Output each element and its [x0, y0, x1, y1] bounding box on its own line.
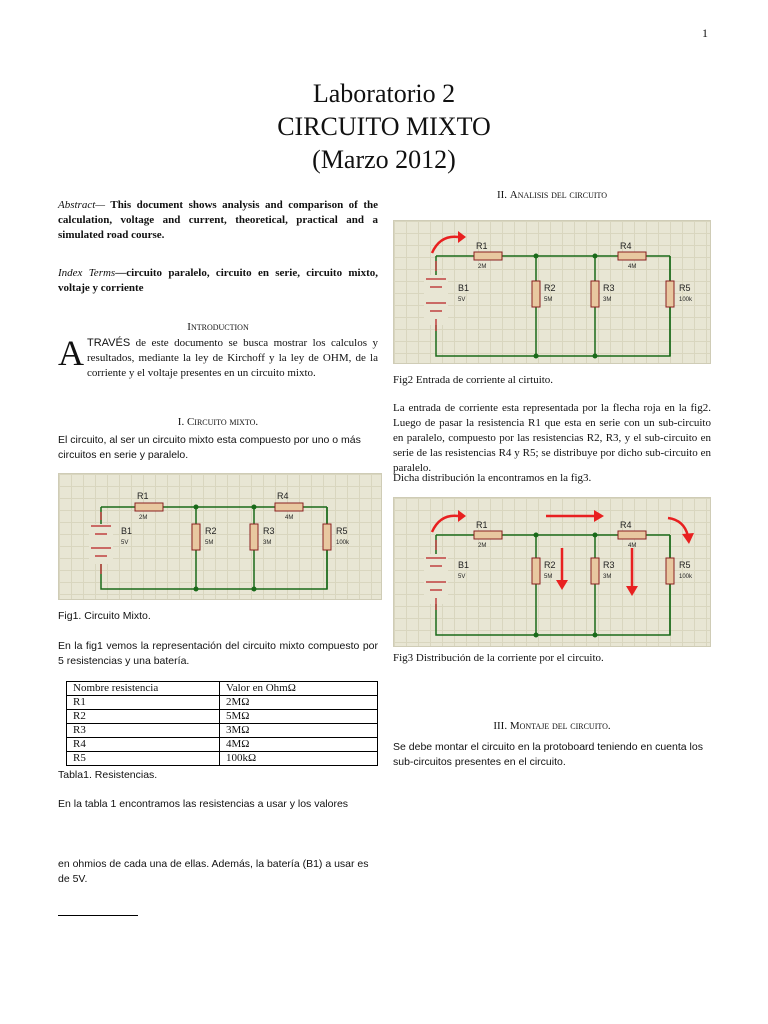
b1-label: B1 — [458, 283, 470, 293]
r4-label: R4 — [277, 491, 289, 501]
fig1-caption: Fig1. Circuito Mixto. — [58, 610, 151, 622]
r3-value: 3M — [263, 540, 272, 546]
r5-arrow — [668, 518, 688, 536]
r5-label: R5 — [679, 283, 691, 293]
r3-resistor — [250, 524, 258, 550]
r1-label: R1 — [137, 491, 149, 501]
section3-heading — [393, 720, 711, 732]
wires — [436, 535, 670, 635]
dropcap: A — [58, 333, 84, 373]
r1-value: 2M — [478, 543, 487, 549]
r4-value: 4M — [628, 543, 637, 549]
r1-resistor — [474, 252, 502, 260]
resistance-table — [66, 681, 378, 766]
table-cell: R1 — [67, 696, 220, 710]
table-row — [67, 696, 378, 710]
title-line-1: Laboratorio 2 — [312, 79, 456, 108]
fig1-schematic — [59, 474, 381, 599]
table-cell: R2 — [67, 710, 220, 724]
r3-resistor — [591, 558, 599, 584]
r2-value: 5M — [544, 574, 553, 580]
r5-resistor — [666, 281, 674, 307]
fig3-circuit — [393, 497, 711, 647]
arrow-head — [458, 231, 466, 243]
table-cell: 2MΩ — [220, 696, 378, 710]
footnote-rule — [58, 915, 138, 916]
r5-value: 100k — [336, 540, 350, 546]
b1-label: B1 — [458, 560, 470, 570]
section2-number: II. — [496, 189, 508, 201]
intro-first-word: TRAVÉS — [87, 337, 131, 349]
r3-label: R3 — [603, 560, 615, 570]
fig2-caption: Fig2 Entrada de corriente al cirtuito. — [393, 374, 554, 386]
r4-label: R4 — [620, 241, 632, 251]
table-row — [67, 738, 378, 752]
section1-number: I. — [177, 416, 185, 428]
fig3-schematic — [394, 498, 710, 646]
section2-title: Analisis del circuito — [509, 189, 608, 201]
r4-label: R4 — [620, 520, 632, 530]
r1-resistor — [135, 503, 163, 511]
table-cell: 4MΩ — [220, 738, 378, 752]
table-row — [67, 710, 378, 724]
introduction-paragraph — [58, 333, 378, 381]
wires — [436, 256, 670, 356]
r3-label: R3 — [263, 526, 275, 536]
r2-resistor — [532, 558, 540, 584]
b1-value: 5V — [458, 574, 466, 580]
section3-text: Se debe montar el circuito en la protoboard teniendo en cuenta los sub-circuitos presentes en el circuito. — [393, 741, 703, 768]
section3-title: Montaje del circuito. — [509, 720, 611, 732]
r2-label: R2 — [544, 283, 556, 293]
index-terms — [58, 266, 378, 296]
introduction-heading: Introduction — [187, 321, 249, 333]
r5-label: R5 — [679, 560, 691, 570]
r5-value: 100k — [679, 297, 693, 303]
section1-text: El circuito, al ser un circuito mixto esta compuesto por uno o más circuitos en serie y paralelo. — [58, 434, 361, 461]
r3-resistor — [591, 281, 599, 307]
fig2-circuit — [393, 220, 711, 364]
abstract-label: Abstract— — [58, 199, 106, 211]
r4-resistor — [275, 503, 303, 511]
abstract-text: This document shows analysis and comparison of the calculation, voltage and current, theoretical, practical and a simulated road course. — [58, 199, 378, 241]
fig2-paragraph-2: Dicha distribución la encontramos en la fig3. — [393, 472, 592, 484]
table-paragraph-1: En la tabla 1 encontramos las resistencias a usar y los valores — [58, 798, 349, 810]
section2-heading — [393, 189, 711, 201]
page-number: 1 — [702, 26, 708, 40]
table-header: Nombre resistencia — [67, 682, 220, 696]
title-line-2: CIRCUITO MIXTO — [277, 112, 491, 141]
r3-value: 3M — [603, 297, 612, 303]
fig3-caption: Fig3 Distribución de la corriente por el circuito. — [393, 652, 604, 664]
table-cell: 5MΩ — [220, 710, 378, 724]
section1-title: Circuito mixto. — [186, 416, 259, 428]
table-cell: R3 — [67, 724, 220, 738]
r2-value: 5M — [544, 297, 553, 303]
r3-label: R3 — [603, 283, 615, 293]
input-arrow — [432, 516, 458, 532]
r2-value: 5M — [205, 540, 214, 546]
r4-resistor — [618, 531, 646, 539]
fig1-circuit — [58, 473, 382, 600]
index-terms-text: —circuito paralelo, circuito en serie, circuito mixto, voltaje y corriente — [58, 267, 378, 294]
title-line-3: (Marzo 2012) — [312, 145, 456, 174]
r5-value: 100k — [679, 574, 693, 580]
table-cell: 100kΩ — [220, 752, 378, 766]
r5-resistor — [323, 524, 331, 550]
r5-label: R5 — [336, 526, 348, 536]
b1-value: 5V — [458, 297, 466, 303]
r1-label: R1 — [476, 520, 488, 530]
r5-resistor — [666, 558, 674, 584]
r2-label: R2 — [205, 526, 217, 536]
table-caption: Tabla1. Resistencias. — [58, 769, 158, 781]
fig1-paragraph: En la fig1 vemos la representación del circuito mixto compuesto por 5 resistencias y una batería. — [58, 640, 378, 667]
table-cell: R4 — [67, 738, 220, 752]
table-row — [67, 724, 378, 738]
table-paragraph-2: en ohmios de cada una de ellas. Además, la batería (B1) a usar es de 5V. — [58, 858, 369, 885]
r1-value: 2M — [478, 264, 487, 270]
section1-heading — [58, 416, 378, 428]
r1-value: 2M — [139, 515, 148, 521]
abstract — [58, 198, 378, 243]
r2-resistor — [192, 524, 200, 550]
r1-label: R1 — [476, 241, 488, 251]
section3-number: III. — [493, 720, 508, 732]
current-arrow — [432, 237, 458, 253]
r2-resistor — [532, 281, 540, 307]
index-terms-label: Index Terms — [58, 267, 116, 279]
intro-text: de este documento se busca mostrar los calculos y resultados, mediante la ley de Kirchoff y la ley de OHM, de la corriente y el voltaje presentes en un circuito mixto. — [87, 337, 378, 379]
r4-resistor — [618, 252, 646, 260]
b1-label: B1 — [121, 526, 133, 536]
r4-value: 4M — [628, 264, 637, 270]
r3-value: 3M — [603, 574, 612, 580]
r1-resistor — [474, 531, 502, 539]
fig2-paragraph: La entrada de corriente esta representada por la flecha roja en la fig2. Luego de pasar la resistencia R1 que esta en serie con un sub-circuito en paralelo, compuesto por las resistencias R2, R3, y el sub-circuito en serie de las resistencias R4 y R5; se distribuye por dicho sub-circuito en paralelo. — [393, 402, 711, 474]
table-row — [67, 752, 378, 766]
b1-value: 5V — [121, 540, 129, 546]
r2-label: R2 — [544, 560, 556, 570]
table-cell: 3MΩ — [220, 724, 378, 738]
fig2-schematic — [394, 221, 710, 363]
table-cell: R5 — [67, 752, 220, 766]
table-header-row — [67, 682, 378, 696]
table-header: Valor en OhmΩ — [220, 682, 378, 696]
r4-value: 4M — [285, 515, 294, 521]
